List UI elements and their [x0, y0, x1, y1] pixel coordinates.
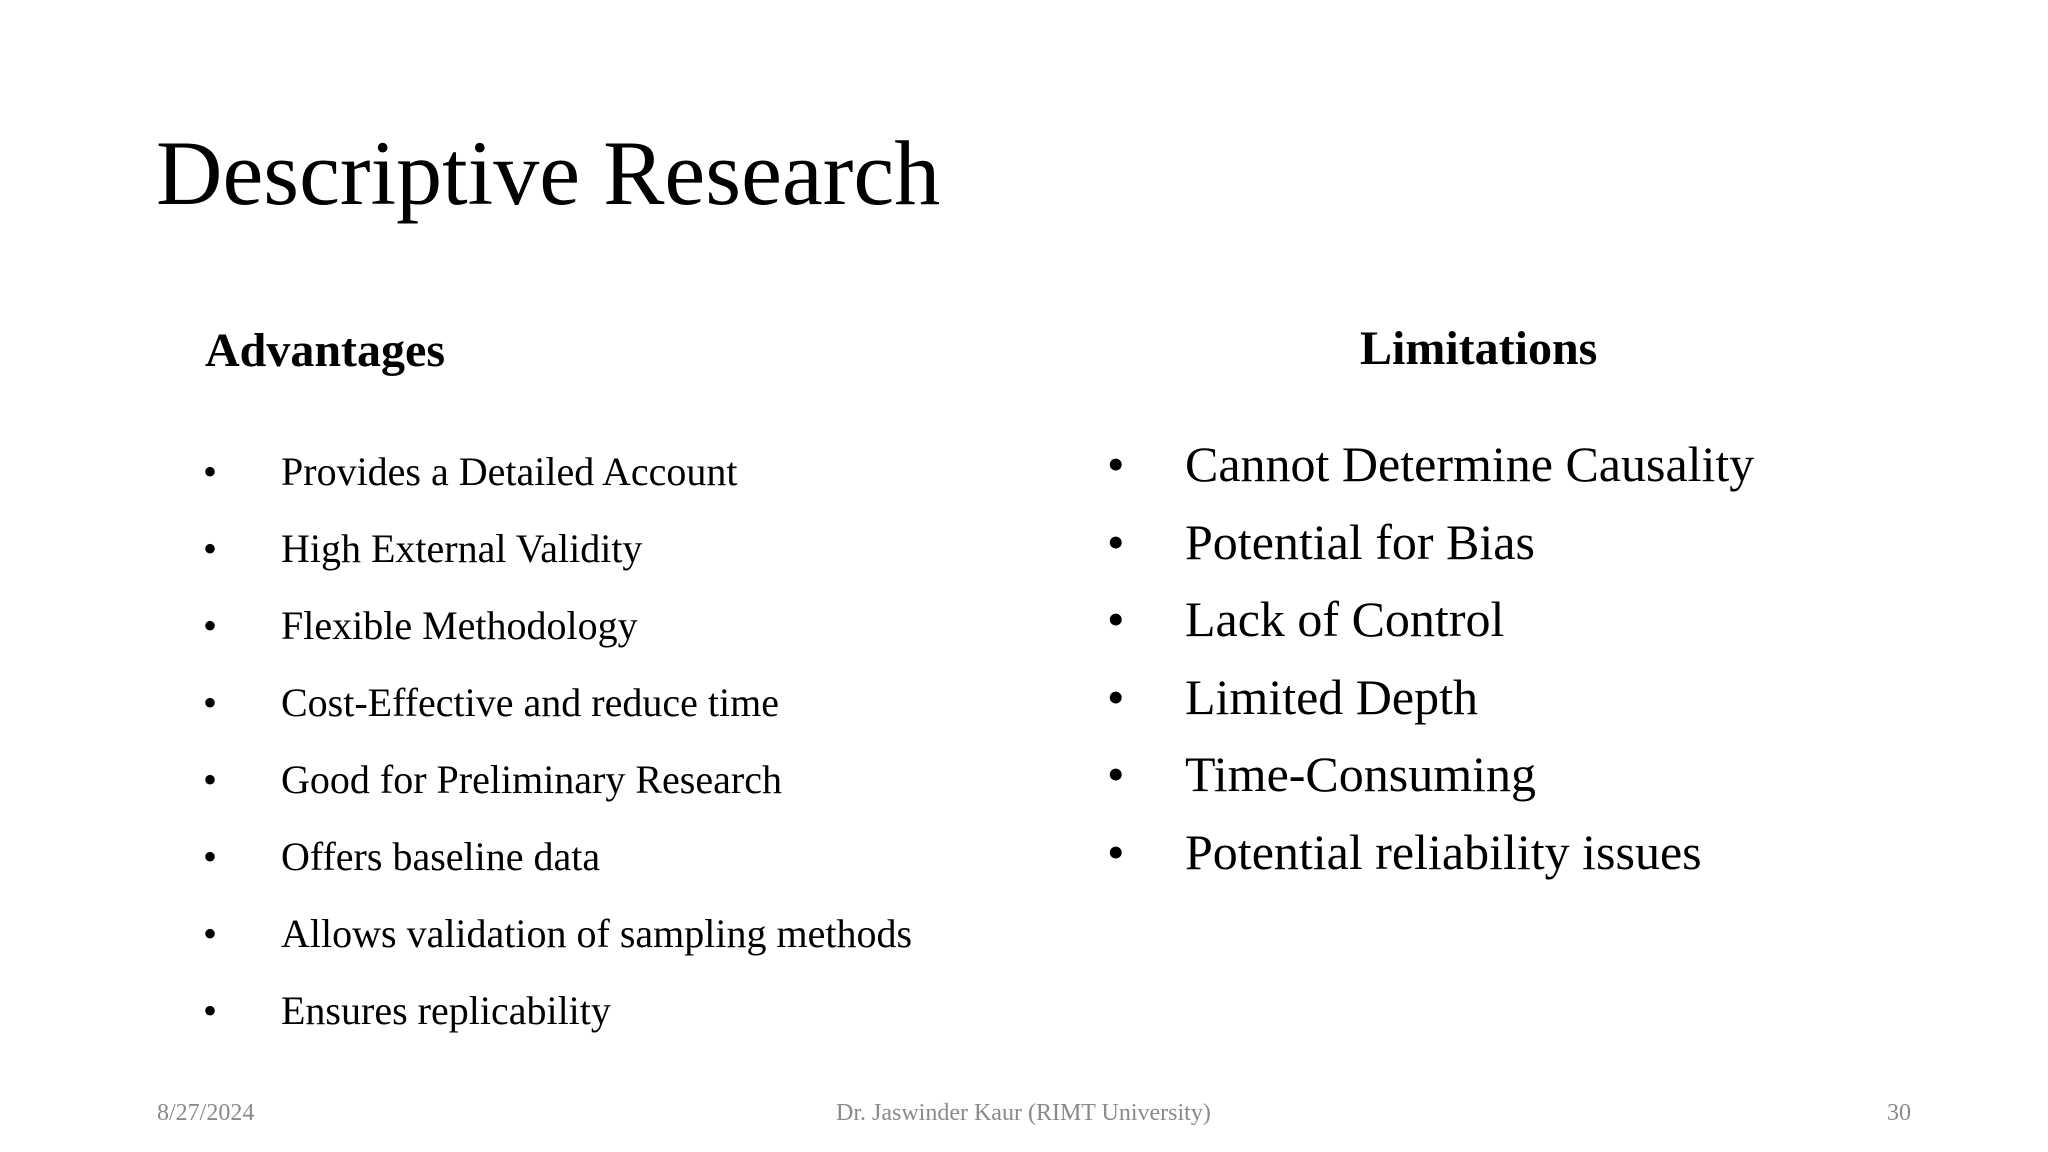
limitation-text: Cannot Determine Causality [1185, 436, 1755, 492]
limitation-text: Potential for Bias [1185, 513, 1535, 570]
bullet-icon: • [203, 757, 218, 802]
list-item [203, 749, 912, 826]
list-item [1107, 506, 1754, 584]
list-item [1107, 583, 1754, 661]
list-item [203, 595, 912, 672]
list-item [203, 518, 912, 595]
advantage-text: Allows validation of sampling methods [281, 911, 913, 956]
bullet-icon: • [1107, 591, 1125, 648]
advantage-text: Offers baseline data [281, 834, 601, 879]
advantage-text: High External Validity [281, 526, 643, 571]
bullet-icon: • [203, 680, 218, 725]
list-item [1107, 738, 1754, 816]
list-item [1107, 428, 1754, 506]
list-item [203, 903, 912, 980]
limitation-text: Time-Consuming [1185, 746, 1537, 803]
list-item [203, 980, 912, 1057]
slide-number: 30 [1887, 1100, 1911, 1126]
footer-author: Dr. Jaswinder Kaur (RIMT University) [836, 1100, 1211, 1126]
limitations-list [1107, 428, 1754, 894]
list-item [203, 441, 912, 518]
advantages-heading: Advantages [205, 324, 446, 377]
bullet-icon: • [203, 526, 218, 571]
limitation-text: Potential reliability issues [1185, 823, 1702, 880]
slide-title: Descriptive Research [156, 122, 941, 224]
advantage-text: Provides a Detailed Account [281, 449, 738, 494]
limitations-heading: Limitations [1360, 322, 1598, 375]
limitation-text: Limited Depth [1185, 668, 1478, 725]
advantage-text: Good for Preliminary Research [281, 757, 782, 802]
list-item [203, 826, 912, 903]
bullet-icon: • [203, 834, 218, 879]
list-item [1107, 661, 1754, 739]
list-item [203, 672, 912, 749]
advantage-text: Ensures replicability [281, 988, 611, 1033]
list-item [1107, 816, 1754, 894]
bullet-icon: • [1107, 668, 1125, 725]
bullet-icon: • [1107, 746, 1125, 803]
bullet-icon: • [203, 449, 218, 494]
advantages-list [203, 441, 912, 1057]
bullet-icon: • [203, 988, 218, 1033]
limitation-text: Lack of Control [1185, 591, 1505, 648]
advantage-text: Flexible Methodology [281, 603, 638, 648]
footer-date: 8/27/2024 [157, 1100, 255, 1126]
bullet-icon: • [203, 603, 218, 648]
bullet-icon: • [1107, 823, 1125, 880]
advantage-text: Cost-Effective and reduce time [281, 680, 779, 725]
bullet-icon: • [203, 911, 218, 956]
bullet-icon: • [1107, 436, 1125, 492]
bullet-icon: • [1107, 513, 1125, 570]
